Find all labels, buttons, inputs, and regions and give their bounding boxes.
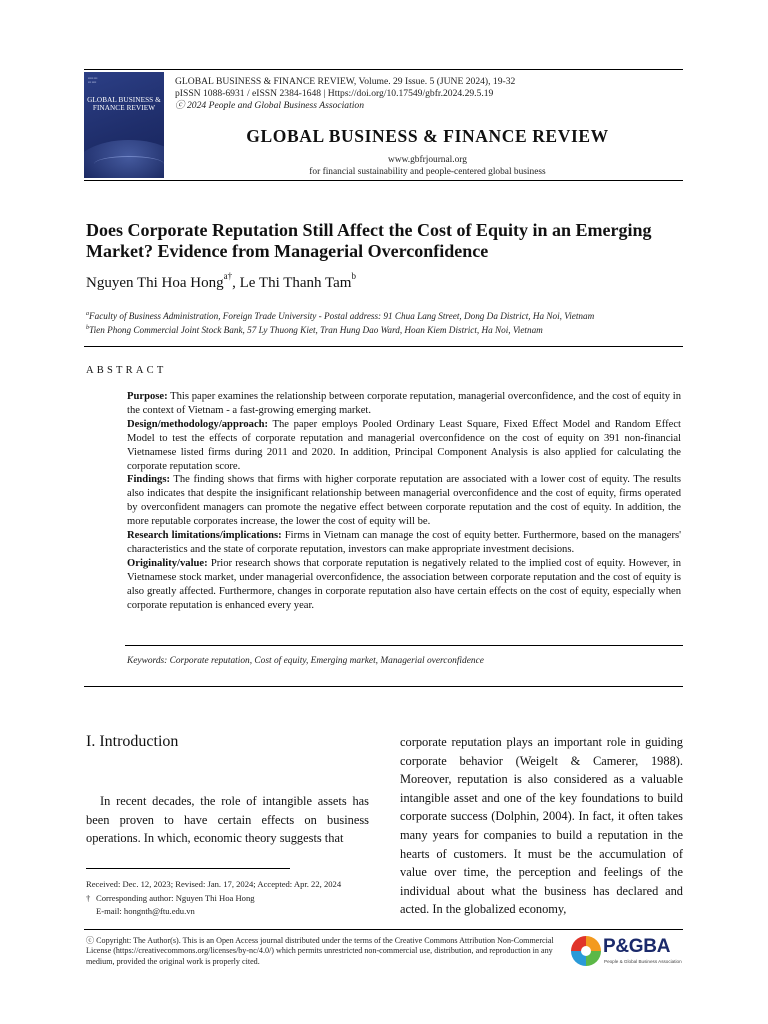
abstract-text: The finding shows that firms with higher corporate reputation are associated with a lower cost of equity. The results also indicates that despite the insignificant relationship between managerial overconfidence and the cost of equity, firms operated by overconfident managers can promote the negative effect between corporate reputation and the cost of equity. In addition, the more reputable corporates increase, the lower the cost of equity will be. <box>127 474 681 528</box>
abstract-purpose <box>127 390 681 418</box>
header-bottom-rule <box>84 180 683 181</box>
abstract-label: Research limitations/implications: <box>127 530 282 542</box>
footer-rule <box>84 929 683 930</box>
journal-tagline: for financial sustainability and people-centered global business <box>309 166 546 177</box>
issn-line: pISSN 1088-6931 / eISSN 2384-1648 | Https://doi.org/10.17549/gbfr.2024.29.5.19 <box>175 88 494 99</box>
abstract-bottom-rule <box>84 686 683 687</box>
author-affiliation-mark: a† <box>223 271 233 281</box>
abstract-label: Findings: <box>127 474 170 486</box>
abstract-body <box>127 390 681 613</box>
cover-title: GLOBAL BUSINESS & FINANCE REVIEW <box>87 96 161 113</box>
author-affiliation-mark: b <box>351 271 356 281</box>
abstract-text: This paper examines the relationship between corporate reputation, managerial overconfidence, and the cost of equity in the context of Vietnam - a fast-growing emerging market. <box>127 391 681 416</box>
footnote <box>86 878 341 919</box>
pgba-logo-text: P&GBA <box>603 936 671 957</box>
abstract-design <box>127 418 681 474</box>
affiliation-mark: a <box>86 311 89 317</box>
abstract-originality <box>127 557 681 613</box>
author-email[interactable]: E-mail: hongnth@ftu.edu.vn <box>96 906 195 916</box>
abstract-heading: ABSTRACT <box>86 365 167 376</box>
author-list <box>86 273 356 292</box>
author-name: Le Thi Thanh Tam <box>239 275 352 291</box>
license-notice: ⓒ Copyright: The Author(s). This is an Open Access journal distributed under the terms of the Creative Commons Attribution Non-Commercial License (https://creativecommons.org/licenses/by-nc/4.0/) which permits unrestricted non-commercial use, distribution, and reproduction in any medium, provided the original work is properly cited. <box>86 936 554 966</box>
cover-tiny-text: ▪▪▪▪▪ ▪▪▪ ▪▪▪ ▪▪▪▪ <box>88 76 98 84</box>
pgba-logo-subtext: People & Global Business Association <box>604 959 682 964</box>
abstract-label: Design/methodology/approach: <box>127 418 269 430</box>
corresponding-author <box>86 892 341 906</box>
keywords: Keywords: Corporate reputation, Cost of equity, Emerging market, Managerial overconfidence <box>127 656 484 666</box>
affiliations <box>86 308 594 336</box>
abstract-label: Purpose: <box>127 391 168 402</box>
body-paragraph: In recent decades, the role of intangible assets has been proven to have certain effects on business operations. In which, economic theory suggests that <box>86 794 369 846</box>
citation-block <box>175 76 515 112</box>
abstract-limitations <box>127 529 681 557</box>
body-paragraph: corporate reputation plays an important role in guiding corporate behavior (Weigelt & Camerer, 1988). Moreover, reputation is also considered as a valuable intangible asset and one of the key foundations to build corporate success (Dolphin, 2004). In fact, it often takes many years for companies to build a reputation in the hearts of customers. It must be the accumulation of value over time, the perception and feelings of the individual about what the business has declared and acted. In the globalized economy, <box>400 735 683 917</box>
pgba-logo <box>570 935 690 971</box>
header-top-rule <box>84 69 683 70</box>
abstract-text: Firms in Vietnam can manage the cost of equity better. Furthermore, based on the managers' characteristics and the state of corporate reputation, investors can make appropriate investment decisions. <box>127 530 681 555</box>
pgba-logo-icon <box>570 935 602 967</box>
corresponding-author-text: Corresponding author: Nguyen Thi Hoa Hong <box>96 892 255 903</box>
affiliation-mark: b <box>86 325 89 332</box>
paper-title: Does Corporate Reputation Still Affect the Cost of Equity in an Emerging Market? Evidence from Managerial Overconfidence <box>86 220 652 261</box>
journal-site-block <box>175 155 680 178</box>
abstract-text: The paper employs Pooled Ordinary Least Square, Fixed Effect Model and Random Effect Model to test the effects of corporate reputation and managerial overconfidence on the cost of equity on 391 non-financial Vietnamese listed firms during 2011 and 2020. In addition, Principal Component Analysis is also applied for calculating the corporate reputation score. <box>127 418 681 472</box>
copyright-line: ⓒ 2024 People and Global Business Association <box>175 100 365 111</box>
citation-line: GLOBAL BUSINESS & FINANCE REVIEW, Volume. 29 Issue. 5 (JUNE 2024), 19-32 <box>175 76 516 87</box>
body-column-left <box>86 792 369 848</box>
footnote-rule <box>86 868 290 869</box>
body-column-right <box>400 733 683 919</box>
keywords-top-rule <box>125 645 683 646</box>
affiliation-a <box>86 308 594 322</box>
journal-cover-image <box>84 72 164 178</box>
abstract-findings <box>127 473 681 529</box>
cover-wave-line <box>94 156 164 172</box>
author-name: Nguyen Thi Hoa Hong <box>86 275 224 291</box>
section-title: I. Introduction <box>86 733 179 750</box>
abstract-text: Prior research shows that corporate reputation is negatively related to the implied cost of equity. However, in Vietnamese stock market, under managerial overconfidence, the association between corporate reputation and the cost of equity is also greatly affected. Furthermore, changes in corporate reputation also have certain effects on the cost of equity, especially when corporate reputation is enhanced every year. <box>127 557 681 611</box>
affiliation-text: Faculty of Business Administration, Foreign Trade University - Postal address: 91 Chua Lang Street, Dong Da District, Ha Noi, Vietnam <box>89 311 595 322</box>
journal-title: GLOBAL BUSINESS & FINANCE REVIEW <box>246 126 609 146</box>
affiliation-b <box>86 322 594 336</box>
abstract-label: Originality/value: <box>127 557 208 569</box>
author-separator: , <box>232 275 240 291</box>
journal-website-link[interactable]: www.gbfrjournal.org <box>388 155 467 165</box>
title-bottom-rule <box>84 346 683 347</box>
affiliation-text: Tien Phong Commercial Joint Stock Bank, 57 Ly Thuong Kiet, Tran Hung Dao Ward, Hoan Kiem District, Ha Noi, Vietnam <box>89 325 543 336</box>
dagger-mark: † <box>86 892 91 903</box>
received-dates: Received: Dec. 12, 2023; Revised: Jan. 17, 2024; Accepted: Apr. 22, 2024 <box>86 879 342 889</box>
